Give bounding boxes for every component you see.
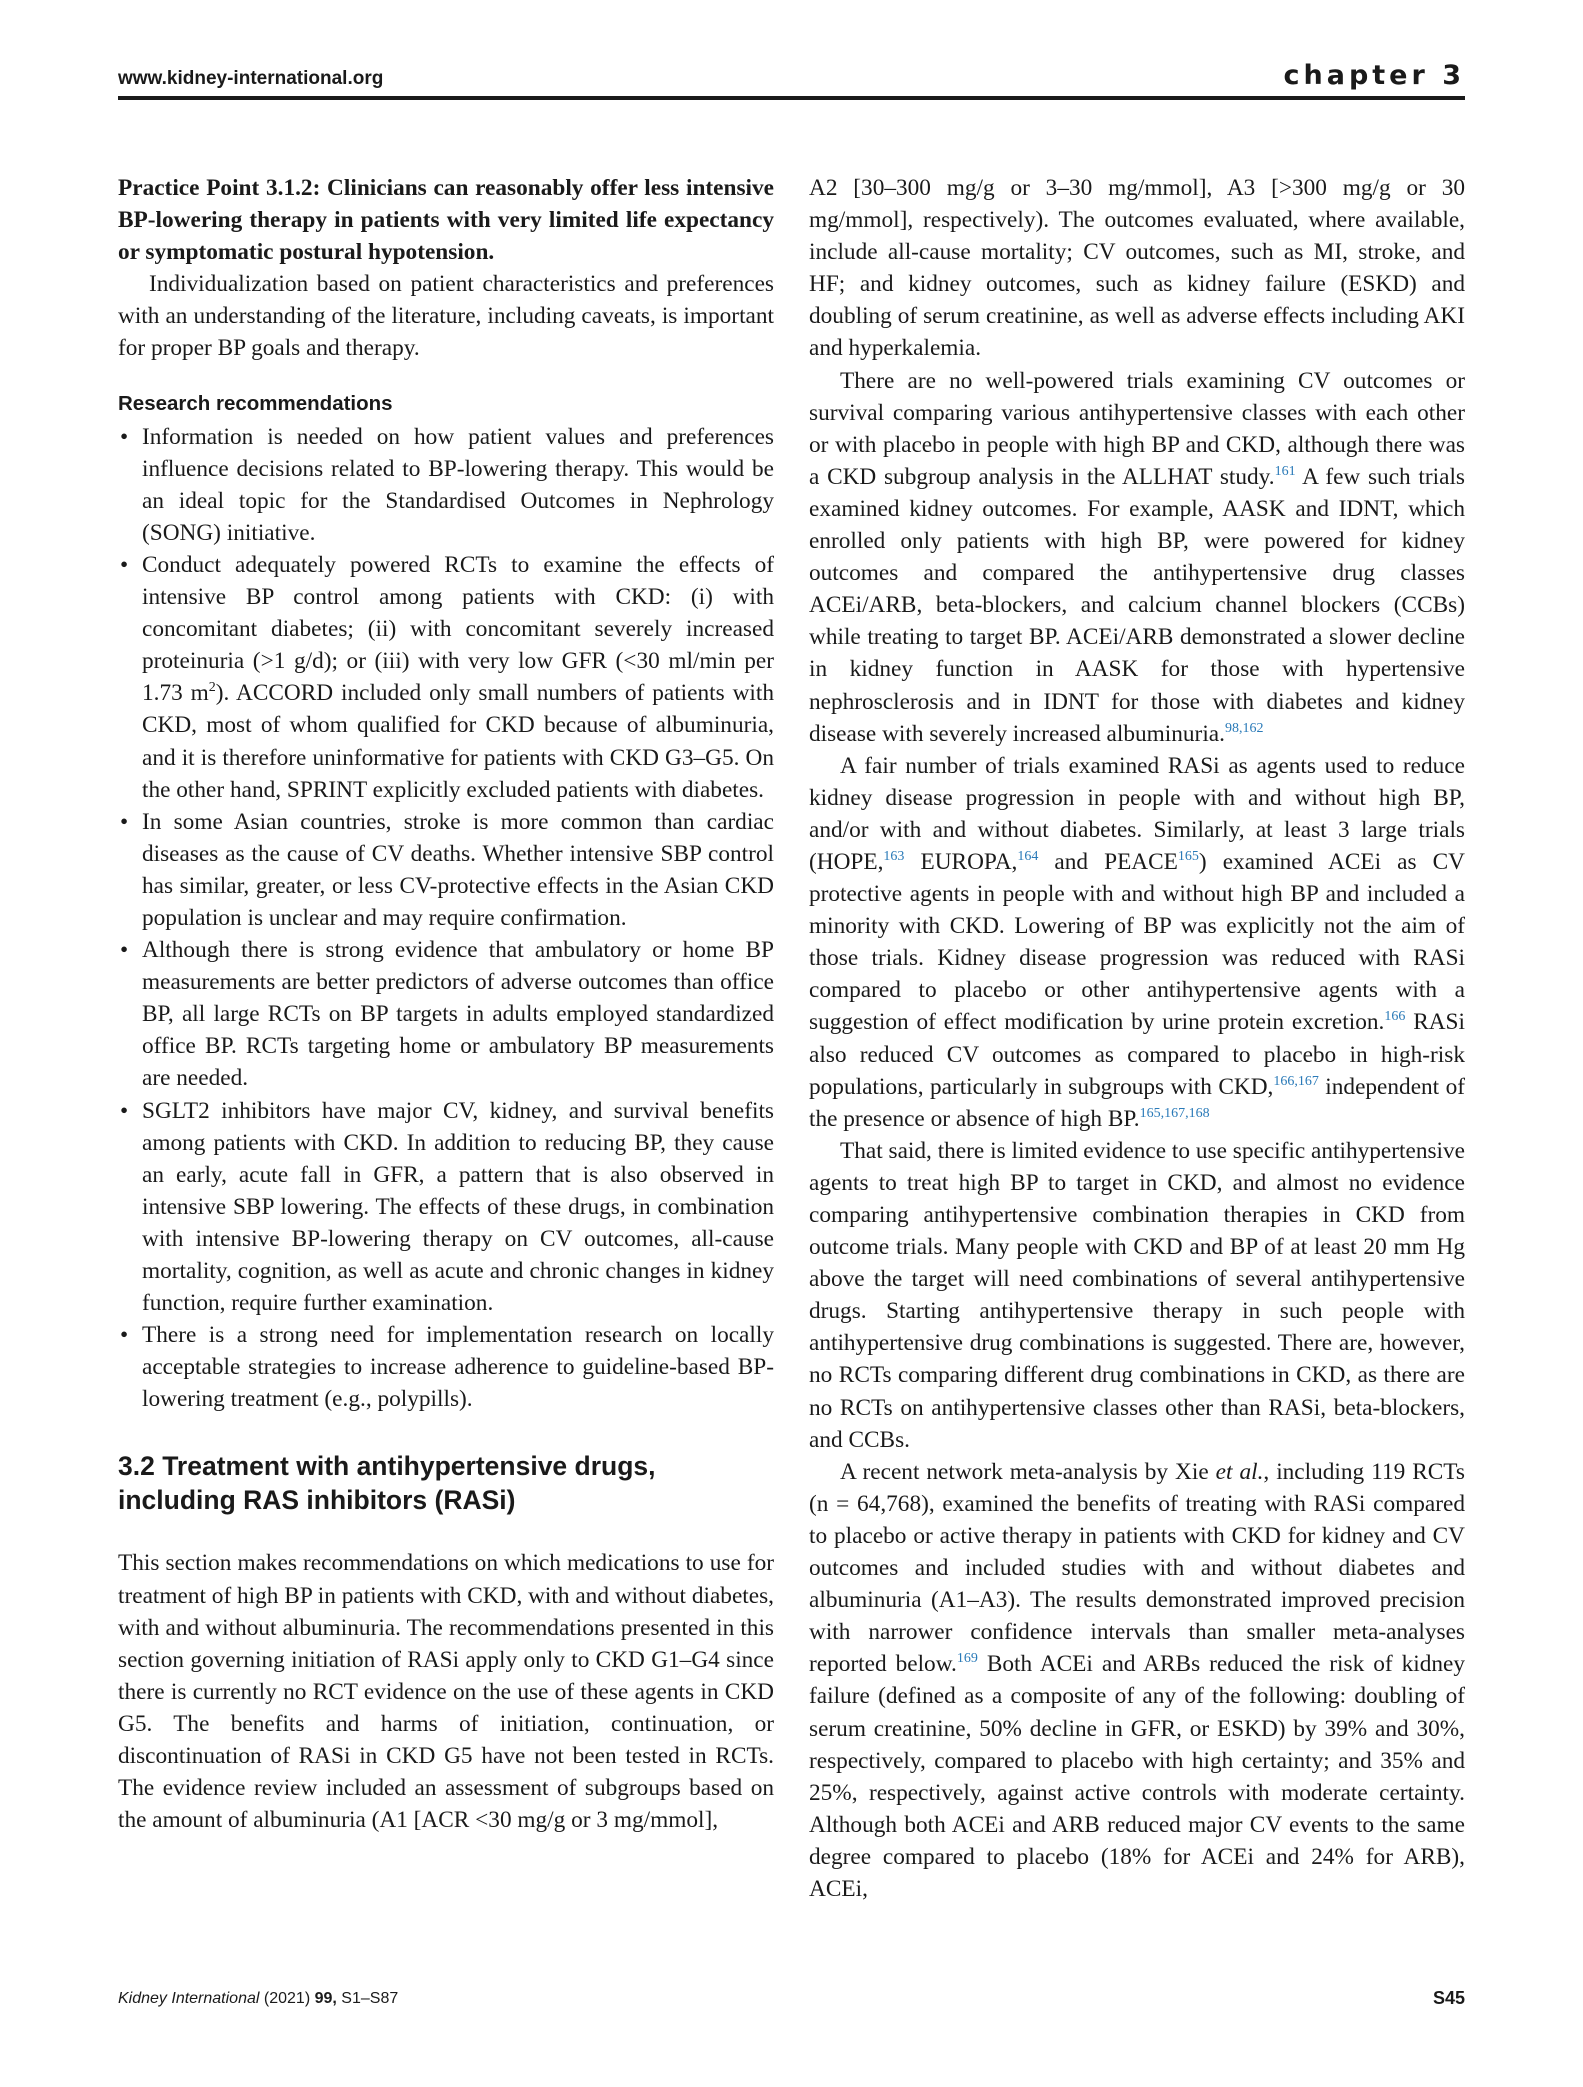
citation-link[interactable]: 164 (1017, 848, 1039, 864)
paragraph: That said, there is limited evidence to use specific antihypertensive agents to treat high BP to target in CKD, and almost no evidence comparing antihypertensive combination therapies in CKD from outcome trials. Many people with CKD and BP of at least 20 mm Hg above the target will need combinations of several antihypertensive drugs. Starting antihypertensive therapy in such people with antihypertensive drug combinations is suggested. There are, however, no RCTs comparing different drug combinations in CKD, as there are no RCTs on antihypertensive classes other than RASi, beta-blockers, and CCBs. (809, 1137, 1465, 1453)
citation-link[interactable]: 166,167 (1273, 1073, 1319, 1089)
list-item: • In some Asian countries, stroke is more common than cardiac diseases as the cause of CV deaths. Whether intensive SBP control has similar, greater, or less CV-protective effects in the Asian CKD population is unclear and may require confirmation. (118, 806, 774, 934)
bullet-icon: • (120, 808, 129, 835)
citation-link[interactable]: 161 (1274, 463, 1296, 479)
list-item: • Information is needed on how patient values and preferences influence decisions related to BP-lowering therapy. This would be an ideal topic for the Standardised Outcomes in Nephrology (SONG) initiative. (118, 421, 774, 549)
left-column (118, 172, 774, 1836)
citation-link[interactable]: 165,167,168 (1139, 1105, 1210, 1121)
page-number: S45 (1432, 1988, 1465, 2008)
citation-link[interactable]: 163 (883, 848, 905, 864)
chapter-label: chapter 3 (1283, 60, 1465, 91)
citation-link[interactable]: 166 (1384, 1009, 1406, 1025)
research-recommendations-list (118, 421, 774, 1416)
practice-point-title: Practice Point 3.1.2: Clinicians can reasonably offer less intensive BP-lowering therapy in patients with very limited life expectancy or symptomatic postural hypotension. (118, 175, 774, 266)
list-item: • SGLT2 inhibitors have major CV, kidney, and survival benefits among patients with CKD. In addition to reducing BP, they cause an early, acute fall in GFR, a pattern that is also observed in intensive SBP lowering. The effects of these drugs, in combination with intensive BP-lowering therapy on CV outcomes, all-cause mortality, cognition, as well as acute and chronic changes in kidney function, require further examination. (118, 1095, 774, 1320)
bullet-icon: • (120, 1322, 129, 1349)
list-item: • Although there is strong evidence that ambulatory or home BP measurements are better predictors of adverse outcomes than office BP, all large RCTs on BP targets in adults employed standardized office BP. RCTs targeting home or ambulatory BP measurements are needed. (118, 934, 774, 1094)
practice-point-body: Individualization based on patient characteristics and preferences with an understanding of the literature, including caveats, is important for proper BP goals and therapy. (118, 271, 774, 362)
footer-citation: Kidney International (2021) 99, S1–S87 (118, 1990, 399, 2007)
section-heading: 3.2 Treatment with antihypertensive drugs, including RAS inhibitors (RASi) (118, 1451, 656, 1516)
list-item: • Conduct adequately powered RCTs to examine the effects of intensive BP control among patients with CKD: (i) with concomitant diabetes; (ii) with concomitant severely increased proteinuria (>1 g/d); or (iii) with very low GFR (<30 ml/min per 1.73 $m^2$). ACCORD included only small numbers of patients with CKD, most of whom qualified for CKD because of albuminuria, and it is therefore uninformative for patients with CKD G3–G5. On the other hand, SPRINT explicitly excluded patients with diabetes. (118, 549, 774, 806)
citation-link[interactable]: 165 (1177, 848, 1199, 864)
paragraph: A2 [30–300 mg/g or 3–30 mg/mmol], A3 [>300 mg/g or 30 mg/mmol], respectively). The outcomes evaluated, where available, include all-cause mortality; CV outcomes, such as MI, stroke, and HF; and kidney outcomes, such as kidney failure (ESKD) and doubling of serum creatinine, as well as adverse effects including AKI and hyperkalemia. (809, 175, 1465, 362)
right-column (809, 172, 1465, 1905)
citation-link[interactable]: 98,162 (1224, 720, 1264, 736)
header-rule (118, 96, 1465, 100)
superscript: 2 (208, 680, 216, 696)
list-item: • There is a strong need for implementation research on locally acceptable strategies to increase adherence to guideline-based BP-lowering treatment (e.g., polypills). (118, 1319, 774, 1415)
citation-link[interactable]: 169 (956, 1651, 978, 1667)
bullet-icon: • (120, 423, 129, 450)
bullet-icon: • (120, 1097, 129, 1124)
paragraph: A recent network meta-analysis by Xie et al., including 119 RCTs (n = 64,768), examined the benefits of treating with RASi compared to placebo or active therapy in patients with CKD for kidney and CV outcomes and included studies with and without diabetes and albuminuria (A1–A3). The results demonstrated improved precision with narrower confidence intervals than smaller meta-analyses reported below.$^{169}$ Both ACEi and ARBs reduced the risk of kidney failure (defined as a composite of any of the following: doubling of serum creatinine, 50% decline in GFR, or ESKD) by 39% and 30%, respectively, compared to placebo with high certainty; and 35% and 25%, respectively, against active controls with moderate certainty. Although both ACEi and ARB reduced major CV events to the same degree compared to placebo (18% for ACEi and 24% for ARB), ACEi, (809, 1458, 1465, 1902)
journal-url[interactable]: www.kidney-international.org (118, 68, 384, 89)
bullet-icon: • (120, 937, 129, 964)
paragraph: There are no well-powered trials examining CV outcomes or survival comparing various antihypertensive classes with each other or with placebo in people with high BP and CKD, although there was a CKD subgroup analysis in the ALLHAT study.$^{161}$ A few such trials examined kidney outcomes. For example, AASK and IDNT, which enrolled only patients with high BP, were powered for kidney outcomes and compared the antihypertensive drug classes ACEi/ARB, beta-blockers, and calcium channel blockers (CCBs) while treating to target BP. ACEi/ARB demonstrated a slower decline in kidney function in AASK for those with hypertensive nephrosclerosis and in IDNT for those with diabetes and kidney disease with severely increased albuminuria.$^{98,162}$ (809, 367, 1465, 747)
research-recommendations-heading: Research recommendations (118, 391, 393, 415)
bullet-icon: • (120, 551, 129, 578)
section-body: This section makes recommendations on which medications to use for treatment of high BP in patients with CKD, with and without diabetes, with and without albuminuria. The recommendations presented in this section governing initiation of RASi apply only to CKD G1–G4 since there is currently no RCT evidence on the use of these agents in CKD G5. The benefits and harms of initiation, continuation, or discontinuation of RASi in CKD G5 have not been tested in RCTs. The evidence review included an assessment of subgroups based on the amount of albuminuria (A1 [ACR <30 mg/g or 3 mg/mmol], (118, 1550, 774, 1834)
paragraph: A fair number of trials examined RASi as agents used to reduce kidney disease progression in people with and without high BP, and/or with and without diabetes. Similarly, at least 3 large trials (HOPE,$^{163}$ EUROPA,$^{164}$ and PEACE$^{165}$) examined ACEi as CV protective agents in people with and without high BP and included a minority with CKD. Lowering of BP was explicitly not the aim of those trials. Kidney disease progression was reduced with RASi compared to placebo or other antihypertensive agents with a suggestion of effect modification by urine protein excretion.$^{166}$ RASi also reduced CV outcomes as compared to placebo in high-risk populations, particularly in subgroups with CKD,$^{166,167}$ independent of the presence or absence of high BP.$^{165,167,168}$ (809, 752, 1465, 1132)
